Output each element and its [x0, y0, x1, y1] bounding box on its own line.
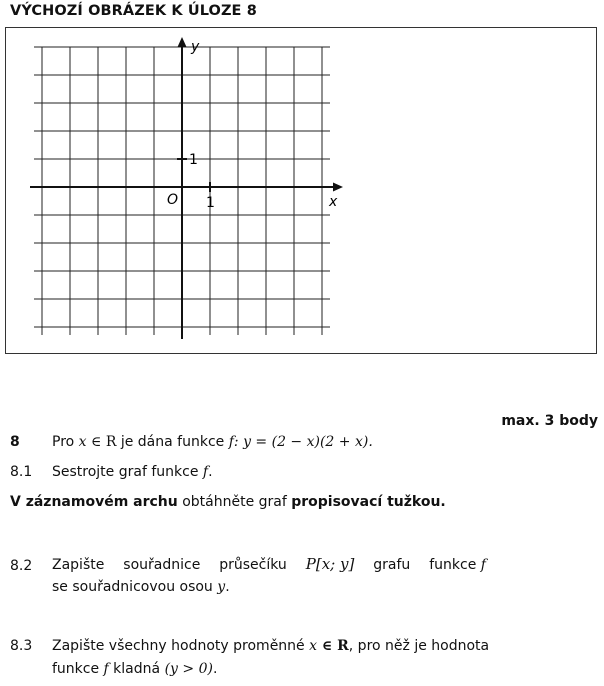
task-statement: Pro x ∈ R je dána funkce f: y = (2 − x)(2 + x).	[52, 434, 373, 450]
coordinate-grid	[5, 27, 597, 354]
origin-label: O	[167, 192, 179, 208]
subtask-8-2-line2: se souřadnicovou osou y.	[52, 579, 230, 595]
instruction: V záznamovém archu obtáhněte graf propisovací tužkou.	[10, 494, 446, 510]
subtask-8-3-number: 8.3	[10, 638, 33, 654]
page-heading: VÝCHOZÍ OBRÁZEK K ÚLOZE 8	[10, 3, 257, 19]
max-points: max. 3 body	[501, 413, 598, 429]
figure-box	[5, 27, 597, 354]
subtask-8-2-number: 8.2	[10, 558, 33, 574]
task-number: 8	[10, 434, 20, 450]
subtask-8-3-line1: Zapište všechny hodnoty proměnné x ∈ R, pro něž je hodnota	[52, 638, 490, 654]
subtask-8-1-text: Sestrojte graf funkce f.	[52, 464, 213, 480]
y-axis-label: y	[191, 39, 200, 55]
x-tick-label: 1	[206, 195, 215, 211]
x-axis	[30, 183, 343, 192]
y-tick-label: 1	[189, 152, 198, 168]
x-axis-label: x	[329, 194, 338, 210]
subtask-8-1-number: 8.1	[10, 464, 33, 480]
subtask-8-2-line1: Zapište souřadnice průsečíku P[x; y] grafu funkce f	[52, 555, 486, 573]
subtask-8-3-line2: funkce f kladná (y > 0).	[52, 661, 218, 677]
